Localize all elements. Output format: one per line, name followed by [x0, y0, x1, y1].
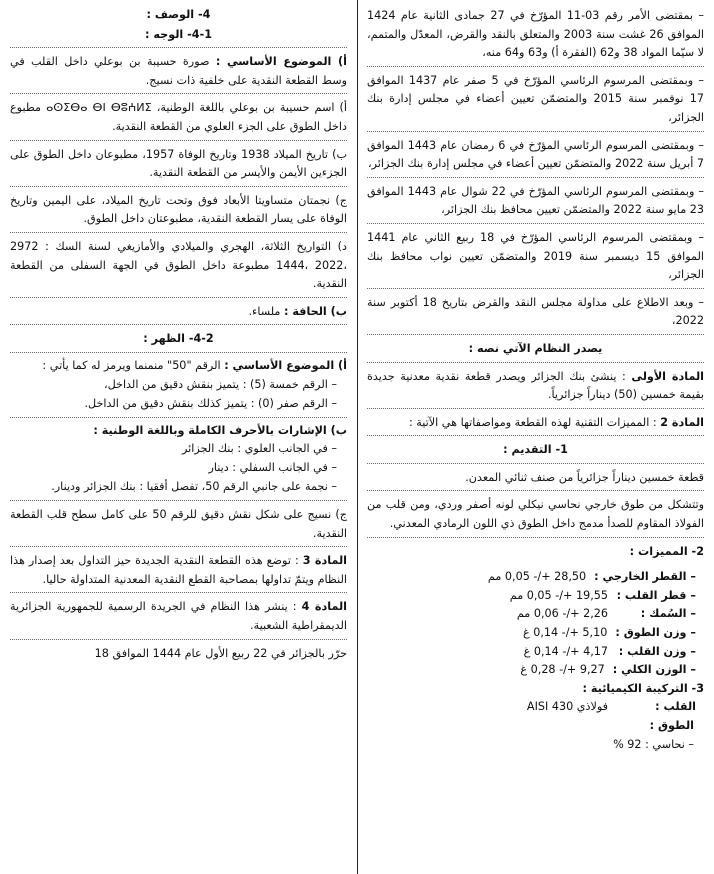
obverse-a2: أ) اسم حسيبة بن بوعلي باللغة الوطنية، ⴰⵙⵉⴱⴰ ⴱⵏ ⴱⵓⵄⵍⵉ مطبوع داخل الطوق على الجزء العلوي من القطعة النقدية. — [10, 98, 347, 140]
section-3-title: 3- التركيبة الكيميائية : — [582, 681, 704, 695]
spec-value: 2,26 +/- 0,06 مم — [516, 607, 608, 621]
reverse-a-label: أ) الموضوع الأساسي : — [224, 358, 347, 372]
left-column — [10, 6, 347, 670]
citation-5: – وبمقتضى المرسوم الرئاسي المؤرّخ في 18 ربيع الثاني عام 1441 الموافق 15 ديسمبر سنة 2019 والمتضمّن تعيين نواب محافظ بنك الجزائر، — [367, 228, 704, 289]
spec-value: 5,10 +/- 0,14 غ — [522, 626, 608, 640]
reverse-b-item-2: – في الجانب السفلي : دينار — [208, 460, 337, 474]
article-4 — [10, 597, 347, 639]
obverse-d: د) التواريخ الثلاثة، الهجري والميلادي والأمازيغي لسنة السك : 2972 ،2022 ،1444 مطبوعة داخل الطوق في الجهة السفلى من القطعة النقدية. — [10, 237, 347, 298]
citation-3: – وبمقتضى المرسوم الرئاسي المؤرّخ في 6 رمضان عام 1443 الموافق 7 أبريل سنة 2022 والمتضمّن تعيين أعضاء في مجلس إدارة بنك الجزائر، — [367, 136, 704, 178]
reverse-a — [10, 357, 347, 376]
reverse-a-item-1: – الرقم خمسة (5) : يتميز بنقش دقيق من الداخل، — [103, 377, 337, 391]
closing-line: حرّر بالجزائر في 22 ربيع الأول عام 1444 الموافق 18 — [94, 646, 347, 660]
spec-value: 4,17 +/- 0,14 غ — [523, 644, 608, 658]
spec-value: 28,50 +/- 0,05 مم — [487, 570, 587, 584]
reverse-b-item-3: – نجمة على جانبي الرقم 50، تفصل أفقيا : بنك الجزائر ودينار. — [10, 477, 347, 501]
core-label: القلب : — [655, 700, 696, 714]
spec-row — [367, 568, 704, 587]
article-4-label: المادة 4 — [301, 600, 347, 614]
article-3-text: : توضع هذه القطعة النقدية الجديدة حيز التداول بعد إصدار هذا النظام ويتمّ تداولها بمصاحبة القطع النقدية المعدنية المتداولة حاليا. — [10, 554, 347, 586]
article-3 — [10, 551, 347, 593]
core-composition — [367, 698, 704, 717]
article-2-text: : المميزات التقنية لهذه القطعة ومواصفاتها هي الآتية : — [408, 415, 657, 429]
heading-obverse: 4-1- الوجه : — [10, 25, 347, 49]
obverse-c: ج) نجمتان متساويتا الأبعاد فوق وتحت تاريخ الميلاد، على اليمين وتاريخ الوفاة على يسار القطعة النقدية، مطبوعتان داخل الطوق. — [10, 191, 347, 233]
obverse-a-label: أ) الموضوع الأساسي : — [215, 55, 347, 69]
article-1-text: : ينشئ بنك الجزائر ويصدر قطعة نقدية معدنية جديدة بقيمة خمسين (50) ديناراً جزائرياً. — [367, 369, 704, 402]
reverse-a-text: الرقم "50" منمنما ويرمز له كما يأتي : — [42, 358, 221, 372]
heading-reverse: 4-2- الظهر : — [10, 329, 347, 353]
section-1-para-1: قطعة خمسين ديناراً جزائرياً من صنف ثنائي المعدن. — [367, 468, 704, 492]
reverse-c: ج) نسيج على شكل نقش دقيق للرقم 50 على كامل سطح قلب القطعة النقدية. — [10, 505, 347, 547]
enactment-line: يصدر النظام الآتي نصه : — [367, 339, 704, 363]
reverse-b-item-1: – في الجانب العلوي : بنك الجزائر — [182, 442, 337, 456]
citation-4: – وبمقتضى المرسوم الرئاسي المؤرّخ في 22 شوال عام 1443 الموافق 23 مايو سنة 2022 والمتضمّن تعيين محافظ بنك الجزائر، — [367, 182, 704, 224]
ring-value: – نحاسي : 92 % — [613, 737, 694, 751]
core-value: فولاذي AISI 430 — [526, 700, 608, 714]
right-column — [367, 6, 704, 754]
citation-6: – وبعد الاطلاع على مداولة مجلس النقد والقرض بتاريخ 18 أكتوبر سنة 2022، — [367, 293, 704, 335]
spec-label: – السُمك : — [640, 607, 696, 621]
edge — [10, 302, 347, 326]
spec-label: – القطر الخارجي : — [594, 570, 696, 584]
column-divider — [357, 0, 358, 874]
obverse-b: ب) تاريخ الميلاد 1938 وتاريخ الوفاة 1957، مطبوعان داخل الطوق على الجزءين الأيمن والأيسر من القطعة النقدية. — [10, 145, 347, 187]
spec-row — [367, 661, 704, 680]
spec-row — [367, 643, 704, 662]
article-4-text: : ينشر هذا النظام في الجريدة الرسمية للجمهورية الجزائرية الديمقراطية الشعبية. — [10, 600, 347, 633]
spec-label: – قطر القلب : — [616, 588, 696, 602]
edge-text: ملساء. — [248, 304, 281, 318]
spec-row — [367, 587, 704, 606]
edge-label: ب) الحافة : — [283, 304, 347, 318]
section-2-title: 2- المميزات : — [629, 544, 704, 558]
article-3-label: المادة 3 — [302, 554, 347, 568]
citation-2: – وبمقتضى المرسوم الرئاسي المؤرّخ في 5 صفر عام 1437 الموافق 17 نوفمبر سنة 2015 والمتضمّن تعيين أعضاء في مجلس إدارة بنك الجزائر، — [367, 71, 704, 132]
spec-row — [367, 624, 704, 643]
article-1 — [367, 367, 704, 409]
spec-row — [367, 605, 704, 624]
heading-description: 4- الوصف : — [146, 8, 211, 21]
spec-label: – الوزن الكلي : — [612, 663, 696, 677]
spec-value: 19,55 +/- 0,05 مم — [509, 588, 608, 602]
spec-label: – وزن القلب : — [618, 644, 696, 658]
article-1-label: المادة الأولى — [631, 369, 704, 383]
section-1-para-2: وتتشكل من طوق خارجي نحاسي نيكلي لونه أصفر وردي، ومن قلب من الفولاذ المقاوم للصدأ مدمج داخل الطوق ذي اللون الرمادي المعدني. — [367, 495, 704, 537]
article-2 — [367, 413, 704, 437]
ring-label: الطوق : — [649, 719, 694, 732]
obverse-a-text: صورة حسيبة بن بوعلي داخل القلب في وسط القطعة النقدية على خلفية ذات نسيج. — [10, 55, 347, 87]
citation-1: – بمقتضى الأمر رقم 03-11 المؤرّخ في 27 جمادى الثانية عام 1424 الموافق 26 غشت سنة 2003 والمتعلق بالنقد والقرض، المعدّل والمتمم، لا سيّما المواد 38 و62 (الفقرة أ) و63 و64 منه، — [367, 6, 704, 67]
section-1-title: 1- التقديم : — [367, 440, 704, 464]
spec-value: 9,27 +/- 0,28 غ — [520, 663, 605, 677]
spec-label: – وزن الطوق : — [615, 626, 696, 640]
reverse-b-label: ب) الإشارات بالأحرف الكاملة وباللغة الوطنية : — [93, 423, 347, 437]
article-2-label: المادة 2 — [660, 415, 704, 429]
obverse-a — [10, 52, 347, 94]
reverse-a-item-2: – الرقم صفر (0) : يتميز كذلك بنقش دقيق من الداخل. — [10, 394, 347, 418]
